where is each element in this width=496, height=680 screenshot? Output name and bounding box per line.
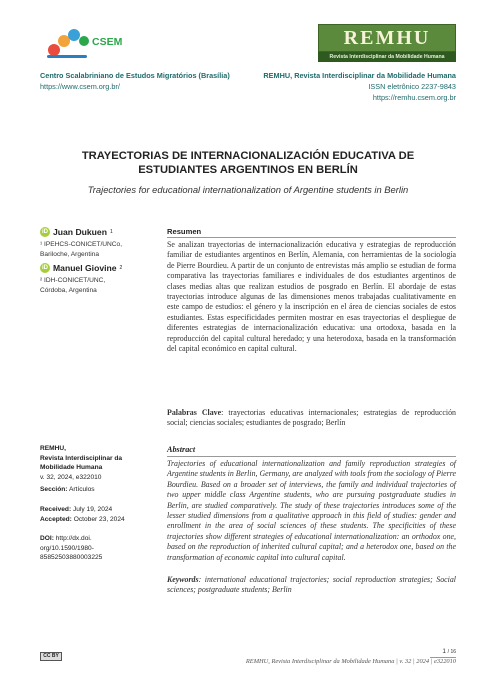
doi-line[interactable]: 85852503880003225 [40,554,103,561]
abstract-keywords [167,575,456,596]
journal-info [40,444,160,482]
author-2[interactable] [40,263,122,273]
abstract-divider [167,456,456,457]
accepted-label: Accepted: [40,515,72,523]
remhu-logo-text: REMHU [343,27,431,49]
journal-name: REMHU, Revista Interdisciplinar da Mobilidade Humana [263,71,456,80]
abstract-body: Trajectories of educational internationalization and family reproduction strategies of Argentine students in Berlin, Germany, are analyzed with tools from the sociology of Pierre Bourdieu. Based on a broader set of interviews, the family and individual trajectories of two upper middle class Argentine students, who are pursuing postgraduate studies in Berlin, are studied comparatively. The study of these trajectories introduces some of the lesser studied dimensions from a qualitative approach in this field of studies: gender and enrollment in the area of social sciences of these students. The specificities of these trajectories show different strategies of educational internationalization: an orthodox one, based on the reproduction of inherited cultural capital; and a heterodox one, based on the transformation of economic capital into cultural capital. [167,459,456,562]
author-name: Juan Dukuen [53,227,107,237]
journal-url-link[interactable]: https://remhu.csem.org.br [372,93,456,102]
header-left [40,70,230,92]
received-value: July 19, 2024 [73,506,113,513]
logo-dot-orange [58,35,70,47]
affil-line: ² IDH-CONICET/UNC, [40,277,106,284]
logo-dot-blue [68,29,80,41]
logo-dot-green [79,36,89,46]
author-2-affiliation [40,276,160,295]
article-subtitle: Trajectories for educational internationalization of Argentine students in Berlin [87,184,409,195]
author-sup: 1 [109,229,113,235]
resumen-body: Se analizan trayectorias de internacionalización educativa y estrategias de reproducción familiar de estudiantes argentinos en Berlín, Alemania, con herramientas de la sociología de Pierre Bourdieu. A partir de un conjunto de entrevistas más amplio se estudian de forma comparativa las trayectorias familiares e individuales de dos estudiantes argentinos de clases medias altas que realizan estudios de posgrado en Berlín. El abordaje de estas trayectorias introduce algunas de las dimensiones menos trabajadas cualitativamente en este campo de estudios: el género y la inscripción en el área de ciencias sociales de estos estudiantes. Estas especificidades permiten mostrar en esas trayectorias el despliegue de diferentes estrategias de internacionalización educativa: una ortodoxa, basada en la reproducción del capital cultural heredado; y una heterodoxa, basada en la transformación del capital económico en capital cultural. [167,240,456,354]
keywords-label: Keywords [167,575,199,584]
page-number: 1 / 16 [442,648,456,655]
doi-label: DOI: [40,535,54,542]
remhu-logo-subtext: Revista Interdisciplinar da Mobilidade Humana [318,52,456,62]
received-label: Received: [40,506,72,513]
resumen-keywords [167,408,456,429]
logo-bar [47,55,87,58]
header-right [263,70,456,103]
resumen-divider [167,237,456,238]
keywords-label: Palabras Clave [167,408,222,417]
dates-info [40,505,160,524]
logo-dot-red [48,44,60,56]
page-current: 1 [442,648,446,655]
author-name: Manuel Giovine [53,263,117,273]
doi-line[interactable]: org/10.1590/1980- [40,544,94,552]
accepted-value: October 23, 2024 [73,515,125,523]
section-info [40,485,160,495]
affil-line: Córdoba, Argentina [40,286,97,294]
cc-license-badge[interactable]: CC BY [40,652,62,661]
resumen-heading: Resumen [167,227,202,236]
keywords-value: : international educational trajectories; social reproduction strategies; Social sciences; postgraduate students; Berlin [167,575,456,595]
footer-citation: REMHU, Revista Interdisciplinar da Mobilidade Humana | v. 32 | 2024 | e322010 [245,658,456,665]
title-line-1: TRAYECTORIAS DE INTERNACIONALIZACIÓN EDUCATIVA DE [81,150,415,162]
keywords-value: : trayectorias educativas internacionales; estrategias de reproducción social; ciencias sociales; estudiantes de posgrado; Berlín [167,408,456,428]
author-1[interactable] [40,227,113,237]
author-1-affiliation [40,240,160,259]
journal-line: Mobilidade Humana [40,464,103,471]
issn: ISSN eletrônico 2237-9843 [368,82,456,91]
author-sup: 2 [119,265,123,271]
abstract-heading: Abstract [167,445,196,454]
orcid-icon[interactable]: iD [42,229,48,235]
org-url-link[interactable]: https://www.csem.org.br/ [40,82,120,91]
doi-line[interactable]: http://dx.doi. [55,535,92,542]
article-title [40,149,456,177]
journal-line: REMHU, [40,445,67,452]
title-line-2: ESTUDIANTES ARGENTINOS EN BERLÍN [138,164,358,176]
org-name: Centro Scalabriniano de Estudos Migratórios (Brasília) [40,71,230,80]
section-value: Artículos [68,486,95,493]
affil-line: Bariloche, Argentina [40,250,100,258]
orcid-icon[interactable]: iD [42,265,48,271]
doi-info[interactable] [40,534,160,563]
affil-line: ¹ IPEHCS-CONICET/UNCo, [40,241,123,248]
journal-volume: v. 32, 2024, e322010 [40,473,102,481]
section-label: Sección: [40,486,68,493]
page-total: 16 [450,649,456,655]
journal-line: Revista Interdisciplinar da [40,454,123,462]
csem-logo-text: CSEM [92,36,123,48]
